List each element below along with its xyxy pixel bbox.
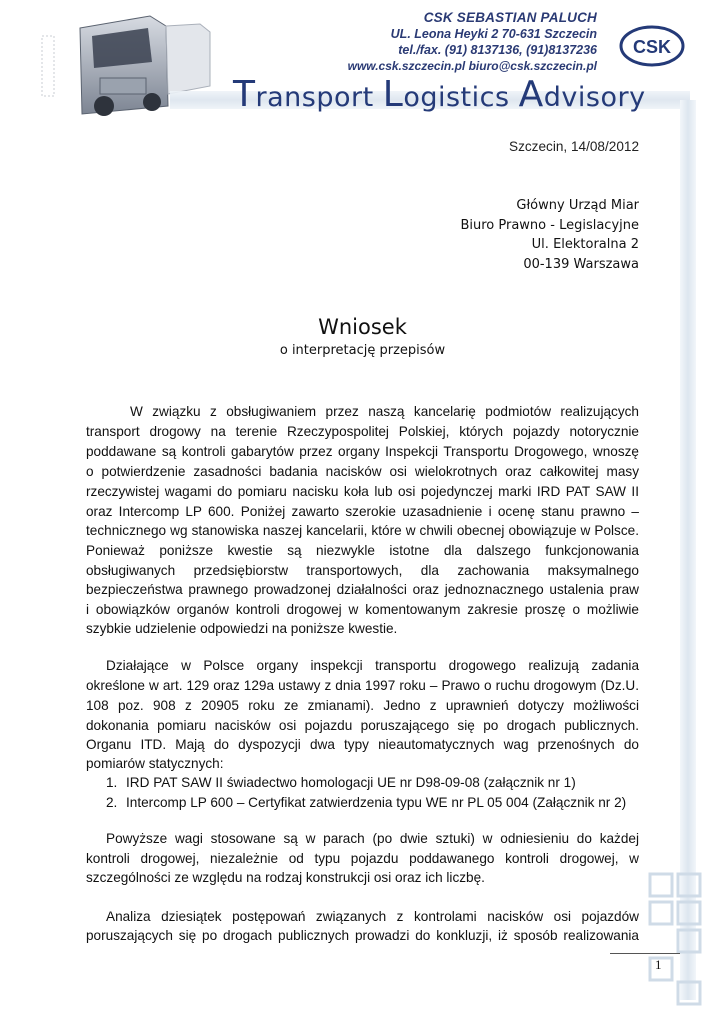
paragraph-2-line: Działające w Polsce organy inspekcji transportu drogowego realizują zadania — [106, 658, 639, 673]
paragraph-1-line: o potwierdzenie zasadności badania nacisków osi wielokrotnych oraz całkowitej masy — [86, 464, 639, 479]
paragraph-1-line: rzeczywistej wagami do pomiaru nacisku koła lub osi pojedynczej marki IRD PAT SAW II — [86, 484, 639, 499]
recipient-line-4: 00-139 Warszawa — [523, 257, 639, 272]
paragraph-2-line: dokonania pomiaru nacisków osi pojazdu poruszającego się po drogach publicznych. — [86, 718, 639, 733]
paragraph-1-line: Ponieważ poniższe kwestie są niezwykle istotne dla dalszego funkcjonowania — [86, 543, 639, 558]
paragraph-4-line: Analiza dziesiątek postępowań związanych z kontrolami nacisków osi pojazdów — [106, 909, 639, 924]
page-number-rule — [610, 953, 680, 954]
list-item: 2. Intercomp LP 600 – Certyfikat zatwierdzenia typu WE nr PL 05 004 (Załącznik nr 2) — [106, 795, 627, 810]
company-phone: tel./fax. (91) 8137136, (91)8137236 — [398, 43, 597, 57]
paragraph-1-line: poddawane są kontroli gabarytów przez organy Inspekcji Transportu Drogowego, wnoszę — [86, 444, 639, 459]
csk-logo-icon — [618, 22, 686, 70]
decorative-squares — [646, 870, 706, 1010]
list-item: 1. IRD PAT SAW II świadectwo homologacji UE nr D98-09-08 (załącznik nr 1) — [106, 775, 576, 790]
paragraph-1-line: W związku z obsługiwaniem przez naszą kancelarię podmiotów realizujących — [130, 404, 639, 419]
paragraph-1-line: i obowiązków organów kontroli drogowej w komentowanym zakresie proszę o możliwie — [86, 602, 639, 617]
paragraph-1-line: obsługiwanych przedsiębiorstw transportowych, dla zachowania maksymalnego — [86, 563, 639, 578]
paragraph-1-line: oraz Intercomp LP 600. Poniżej zawarto szerokie uzasadnienie i ocenę stanu prawno – — [86, 504, 639, 519]
letter-date: Szczecin, 14/08/2012 — [509, 139, 639, 154]
company-address: UL. Leona Heyki 2 70-631 Szczecin — [390, 27, 597, 41]
recipient-line-3: Ul. Elektoralna 2 — [531, 237, 639, 252]
paragraph-4-line: poruszających się po drogach publicznych prowadzi do konkluzji, iż sposób realizowania — [86, 928, 639, 943]
paragraph-1-line: bezpieczeństwa prawnego prowadzonej działalności oraz jednoznacznego ustalenia praw — [86, 582, 639, 597]
paragraph-2-line: 108 poz. 908 z 20905 roku ze zmianami). Jedno z uprawnień dotyczy możliwości — [86, 698, 639, 713]
document-title: Wniosek — [318, 315, 407, 339]
right-decorative-border — [680, 100, 696, 1000]
tagline: Transport Logistics Advisory — [233, 74, 646, 115]
document-subtitle: o interpretację przepisów — [279, 343, 446, 358]
recipient-line-2: Biuro Prawno - Legislacyjne — [460, 218, 639, 233]
paragraph-3-line: kontroli drogowej, niezależnie od typu pojazdu poddawanego kontroli drogowej, w — [86, 851, 639, 866]
company-web-email: www.csk.szczecin.pl biuro@csk.szczecin.pl — [347, 59, 597, 73]
paragraph-3-line: szczególności ze względu na rodzaj konstrukcji osi oraz ich liczbę. — [86, 870, 485, 885]
recipient-line-1: Główny Urząd Miar — [516, 198, 639, 213]
paragraph-1-line: technicznego wg stanowiska naszej kancelarii, które w chwili obecnej obowiązuje w Polsce. — [86, 523, 639, 538]
logo-text: CSK — [632, 37, 672, 57]
paragraph-1-line: szybkie udzielenie odpowiedzi na poniższe kwestie. — [86, 621, 398, 636]
paragraph-3-line: Powyższe wagi stosowane są w parach (po dwie sztuki) w odniesieniu do każdej — [106, 831, 639, 846]
page-number: 1 — [655, 957, 662, 972]
paragraph-2-line: określone w art. 129 oraz 129a ustawy z dnia 1997 roku – Prawo o ruchu drogowym (Dz.U. — [86, 678, 639, 693]
paragraph-2-line: Organu ITD. Mają do dyspozycji dwa typy nieautomatycznych wag przenośnych do — [86, 737, 639, 752]
paragraph-2-line: pomiarów statycznych: — [86, 756, 224, 771]
paragraph-1-line: transport drogowy na terenie Rzeczypospolitej Polskiej, których pojazdy notorycznie — [86, 424, 639, 439]
company-name: CSK SEBASTIAN PALUCH — [423, 10, 597, 25]
